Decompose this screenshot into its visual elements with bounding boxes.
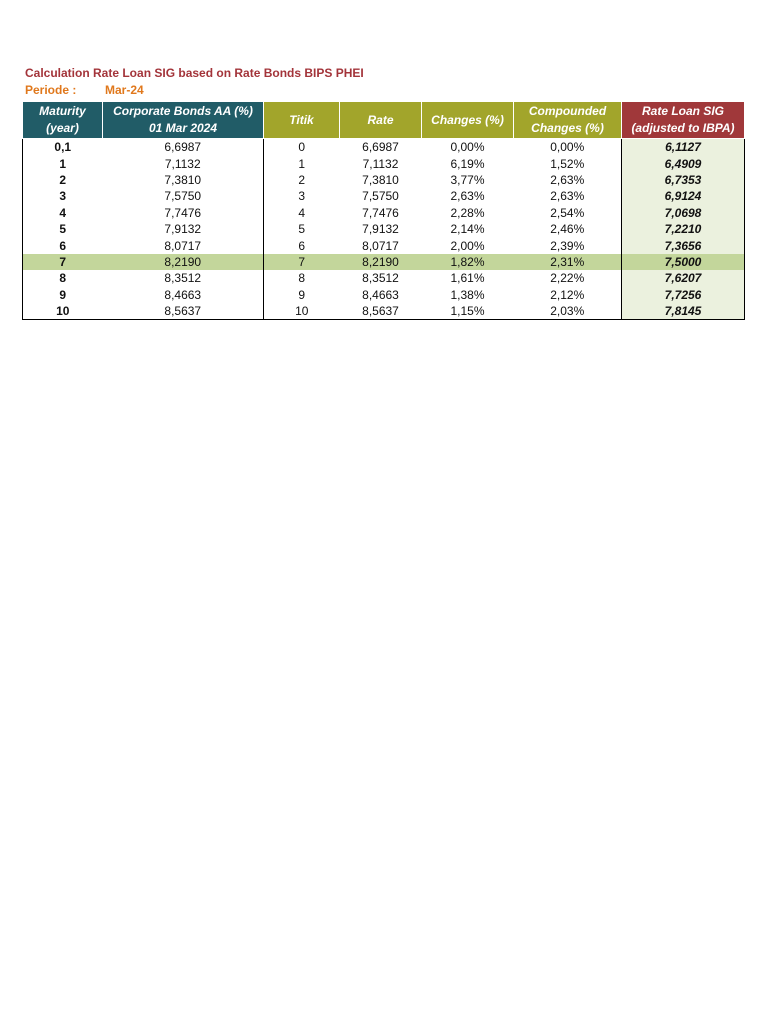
- cell-rate: 6,6987: [340, 139, 422, 156]
- cell-compounded-changes: 2,63%: [550, 189, 585, 204]
- header-rate-loan-line1: Rate Loan SIG: [641, 104, 724, 118]
- document-title: Calculation Rate Loan SIG based on Rate Bonds BIPS PHEI: [25, 66, 364, 80]
- cell-rate: 7,5750: [362, 189, 399, 204]
- cell-rate-loan-sig: 7,6207: [622, 270, 745, 286]
- cell-corporate-bonds: 7,9132: [103, 221, 264, 237]
- cell-compounded-changes: 2,39%: [550, 238, 585, 253]
- cell-compounded-changes: 0,00%: [514, 139, 622, 156]
- cell-titik: 4: [264, 205, 340, 221]
- cell-changes: 2,63%: [450, 189, 485, 204]
- header-corporate-bonds-line1: Corporate Bonds AA (%): [113, 104, 253, 118]
- cell-maturity: 1: [23, 155, 103, 171]
- table-row: [23, 155, 745, 171]
- cell-maturity: 5: [23, 221, 103, 237]
- cell-maturity: 2: [23, 172, 103, 188]
- cell-titik: 8: [264, 270, 340, 286]
- cell-changes: 2,14%: [450, 222, 485, 237]
- cell-titik: 6: [264, 237, 340, 253]
- table-row: [23, 303, 745, 320]
- cell-compounded-changes: 2,12%: [550, 287, 585, 302]
- cell-changes: 6,19%: [450, 156, 485, 171]
- header-compounded-line2: Changes (%): [531, 121, 604, 135]
- cell-corporate-bonds: 8,5637: [103, 303, 264, 320]
- cell-rate-loan-sig: 6,9124: [622, 188, 745, 204]
- table-row: [23, 287, 745, 303]
- table-row: [23, 139, 745, 156]
- cell-compounded-changes: 2,31%: [514, 254, 622, 270]
- header-maturity-line2: (year): [46, 121, 79, 135]
- header-changes: [422, 102, 514, 139]
- cell-rate-loan-sig: 7,7256: [622, 287, 745, 303]
- cell-maturity: 0,1: [23, 139, 103, 156]
- cell-rate: 7,3810: [362, 172, 399, 187]
- cell-corporate-bonds: 8,2190: [103, 254, 264, 270]
- header-compounded-changes: [514, 102, 622, 139]
- cell-rate-loan-sig: 6,4909: [622, 155, 745, 171]
- cell-titik: 9: [264, 287, 340, 303]
- cell-compounded-changes: 2,63%: [550, 172, 585, 187]
- header-rate-loan-line2: (adjusted to IBPA): [631, 121, 735, 135]
- cell-changes: 2,28%: [450, 205, 485, 220]
- cell-compounded-changes: 2,03%: [514, 303, 622, 320]
- cell-rate-loan-sig: 7,5000: [622, 254, 745, 270]
- table-row: [23, 172, 745, 188]
- cell-maturity: 6: [23, 237, 103, 253]
- cell-corporate-bonds: 6,6987: [103, 139, 264, 156]
- header-corporate-bonds-line2: 01 Mar 2024: [148, 121, 218, 135]
- cell-maturity: 3: [23, 188, 103, 204]
- periode-label: Periode :: [25, 83, 77, 97]
- cell-maturity: 9: [23, 287, 103, 303]
- cell-titik: 10: [264, 303, 340, 320]
- cell-rate: 7,9132: [362, 222, 399, 237]
- periode-line: [25, 83, 144, 97]
- cell-rate-loan-sig: 6,7353: [622, 172, 745, 188]
- header-rate-loan-sig: [622, 102, 745, 139]
- cell-rate: 7,1132: [362, 156, 399, 171]
- cell-rate-loan-sig: 6,1127: [622, 139, 745, 156]
- cell-rate-loan-sig: 7,2210: [622, 221, 745, 237]
- cell-compounded-changes: 2,22%: [550, 271, 585, 286]
- header-corporate-bonds: [103, 102, 264, 139]
- header-row: [23, 102, 745, 139]
- table-row: [23, 237, 745, 253]
- cell-compounded-changes: 2,46%: [550, 222, 585, 237]
- header-rate: [340, 102, 422, 139]
- cell-changes: 1,82%: [422, 254, 514, 270]
- cell-changes: 1,15%: [422, 303, 514, 320]
- cell-titik: 1: [264, 155, 340, 171]
- rate-table: [22, 101, 745, 320]
- header-maturity-line1: Maturity: [39, 104, 86, 118]
- cell-rate: 8,4663: [362, 287, 399, 302]
- cell-changes: 1,38%: [450, 287, 485, 302]
- cell-corporate-bonds: 7,7476: [103, 205, 264, 221]
- cell-corporate-bonds: 8,0717: [103, 237, 264, 253]
- table-body: [23, 139, 745, 320]
- cell-titik: 2: [264, 172, 340, 188]
- cell-compounded-changes: 1,52%: [550, 156, 585, 171]
- table-row: [23, 270, 745, 286]
- cell-titik: 0: [264, 139, 340, 156]
- cell-rate: 8,0717: [362, 238, 399, 253]
- cell-rate: 7,7476: [362, 205, 399, 220]
- header-rate-label: Rate: [367, 112, 394, 127]
- header-changes-label: Changes (%): [431, 112, 504, 127]
- cell-corporate-bonds: 7,1132: [103, 155, 264, 171]
- header-titik: [264, 102, 340, 139]
- cell-rate-loan-sig: 7,3656: [622, 237, 745, 253]
- cell-rate-loan-sig: 7,8145: [622, 303, 745, 320]
- cell-maturity: 4: [23, 205, 103, 221]
- table-row: [23, 221, 745, 237]
- header-maturity: [23, 102, 103, 139]
- cell-maturity: 8: [23, 270, 103, 286]
- cell-changes: 1,61%: [450, 271, 485, 286]
- cell-rate: 8,3512: [362, 271, 399, 286]
- cell-corporate-bonds: 8,4663: [103, 287, 264, 303]
- cell-changes: 0,00%: [422, 139, 514, 156]
- cell-corporate-bonds: 7,3810: [103, 172, 264, 188]
- table-row: [23, 188, 745, 204]
- cell-corporate-bonds: 7,5750: [103, 188, 264, 204]
- header-titik-label: Titik: [289, 112, 314, 127]
- cell-titik: 5: [264, 221, 340, 237]
- cell-maturity: 10: [23, 303, 103, 320]
- cell-compounded-changes: 2,54%: [550, 205, 585, 220]
- cell-titik: 7: [264, 254, 340, 270]
- cell-maturity: 7: [23, 254, 103, 270]
- table-row: [23, 205, 745, 221]
- cell-rate: 8,5637: [340, 303, 422, 320]
- table-row: [23, 254, 745, 270]
- header-compounded-line1: Compounded: [528, 104, 607, 118]
- cell-changes: 2,00%: [450, 238, 485, 253]
- periode-value: Mar-24: [105, 83, 144, 97]
- cell-corporate-bonds: 8,3512: [103, 270, 264, 286]
- cell-rate: 8,2190: [340, 254, 422, 270]
- cell-changes: 3,77%: [450, 172, 485, 187]
- cell-titik: 3: [264, 188, 340, 204]
- cell-rate-loan-sig: 7,0698: [622, 205, 745, 221]
